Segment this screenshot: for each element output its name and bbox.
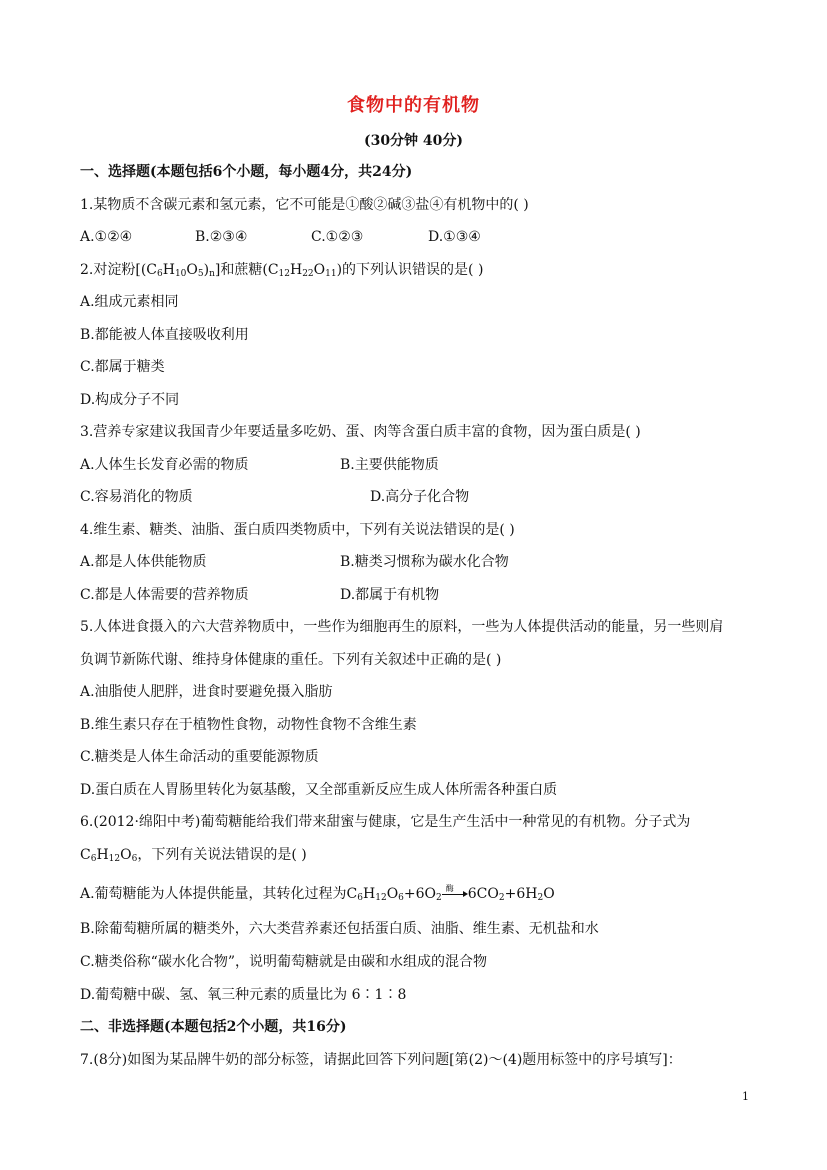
question-1-option-d: D.①③④ xyxy=(428,229,481,245)
question-5-option-d: D.蛋白质在人胃肠里转化为氨基酸，又全部重新反应生成人体所需各种蛋白质 xyxy=(80,782,558,798)
question-4-option-d: D.都属于有机物 xyxy=(340,587,440,603)
question-6-option-a: A.葡萄糖能为人体提供能量，其转化过程为$C_6H_{12}O_6+6O_2$ 酶 $6CO_2+6H_2O$ xyxy=(80,884,555,903)
page-title: 食物中的有机物 xyxy=(347,95,480,116)
question-3-option-b: B.主要供能物质 xyxy=(340,457,439,473)
question-6-option-c: C.糖类俗称“碳水化合物”，说明葡萄糖就是由碳和水组成的混合物 xyxy=(80,954,487,970)
question-3-option-a: A.人体生长发育必需的物质 xyxy=(80,457,249,473)
question-5-stem-line-2: 负调节新陈代谢、维持身体健康的重任。下列有关叙述中正确的是( ) xyxy=(80,652,502,668)
question-4-option-c: C.都是人体需要的营养物质 xyxy=(80,587,249,603)
section-heading-nonchoice: 二、非选择题(本题包括2个小题，共16分) xyxy=(80,1019,347,1035)
question-6-option-b: B.除葡萄糖所属的糖类外，六大类营养素还包括蛋白质、油脂、维生素、无机盐和水 xyxy=(80,921,599,937)
question-5-option-a: A.油脂使人肥胖，进食时要避免摄入脂肪 xyxy=(80,684,333,700)
question-3-option-c: C.容易消化的物质 xyxy=(80,489,193,505)
question-2-option-d: D.构成分子不同 xyxy=(80,392,180,408)
question-4-option-a: A.都是人体供能物质 xyxy=(80,554,207,570)
question-6-stem-line-1: 6.(2012·绵阳中考)葡萄糖能给我们带来甜蜜与健康，它是生产生活中一种常见的有机物。分子式为 xyxy=(80,814,691,830)
question-3-stem: 3.营养专家建议我国青少年要适量多吃奶、蛋、肉等含蛋白质丰富的食物，因为蛋白质是( ) xyxy=(80,424,641,440)
question-5-option-c: C.糖类是人体生命活动的重要能源物质 xyxy=(80,749,319,765)
question-2-option-b: B.都能被人体直接吸收利用 xyxy=(80,327,249,343)
question-3-option-d: D.高分子化合物 xyxy=(370,489,470,505)
question-2-stem: 2.对淀粉$[(C_6H_{10}O_5)_n]$和蔗糖$(C_{12}H_{22}O_{11})$的下列认识错误的是( ) xyxy=(80,262,484,279)
question-5-stem-line-1: 5.人体进食摄入的六大营养物质中，一些作为细胞再生的原料，一些为人体提供活动的能量，另一些则肩 xyxy=(80,619,724,635)
question-2-option-c: C.都属于糖类 xyxy=(80,359,165,375)
question-1-stem: 1.某物质不含碳元素和氢元素，它不可能是①酸②碱③盐④有机物中的( ) xyxy=(80,197,529,213)
question-7-stem: 7.(8分)如图为某品牌牛奶的部分标签，请据此回答下列问题[第(2)～(4)题用标签中的序号填写]： xyxy=(80,1052,682,1068)
question-6-stem-line-2: $C_6H_{12}O_6$，下列有关说法错误的是( ) xyxy=(80,847,307,864)
question-5-option-b: B.维生素只存在于植物性食物，动物性食物不含维生素 xyxy=(80,717,417,733)
time-score-note: (30分钟 40分) xyxy=(363,133,464,149)
question-4-option-b: B.糖类习惯称为碳水化合物 xyxy=(340,554,509,570)
question-1-option-b: B.②③④ xyxy=(195,229,248,245)
question-2-option-a: A.组成元素相同 xyxy=(80,294,179,310)
question-4-stem: 4.维生素、糖类、油脂、蛋白质四类物质中，下列有关说法错误的是( ) xyxy=(80,522,515,538)
question-6-option-d: D.葡萄糖中碳、氢、氧三种元素的质量比为 6∶1∶8 xyxy=(80,987,407,1003)
reaction-arrow-icon: 酶 xyxy=(442,889,468,899)
question-1-option-a: A.①②④ xyxy=(80,229,133,245)
section-heading-choice: 一、选择题(本题包括6个小题，每小题4分，共24分) xyxy=(80,164,413,180)
page-number: 1 xyxy=(742,1090,749,1103)
question-1-option-c: C.①②③ xyxy=(311,229,364,245)
